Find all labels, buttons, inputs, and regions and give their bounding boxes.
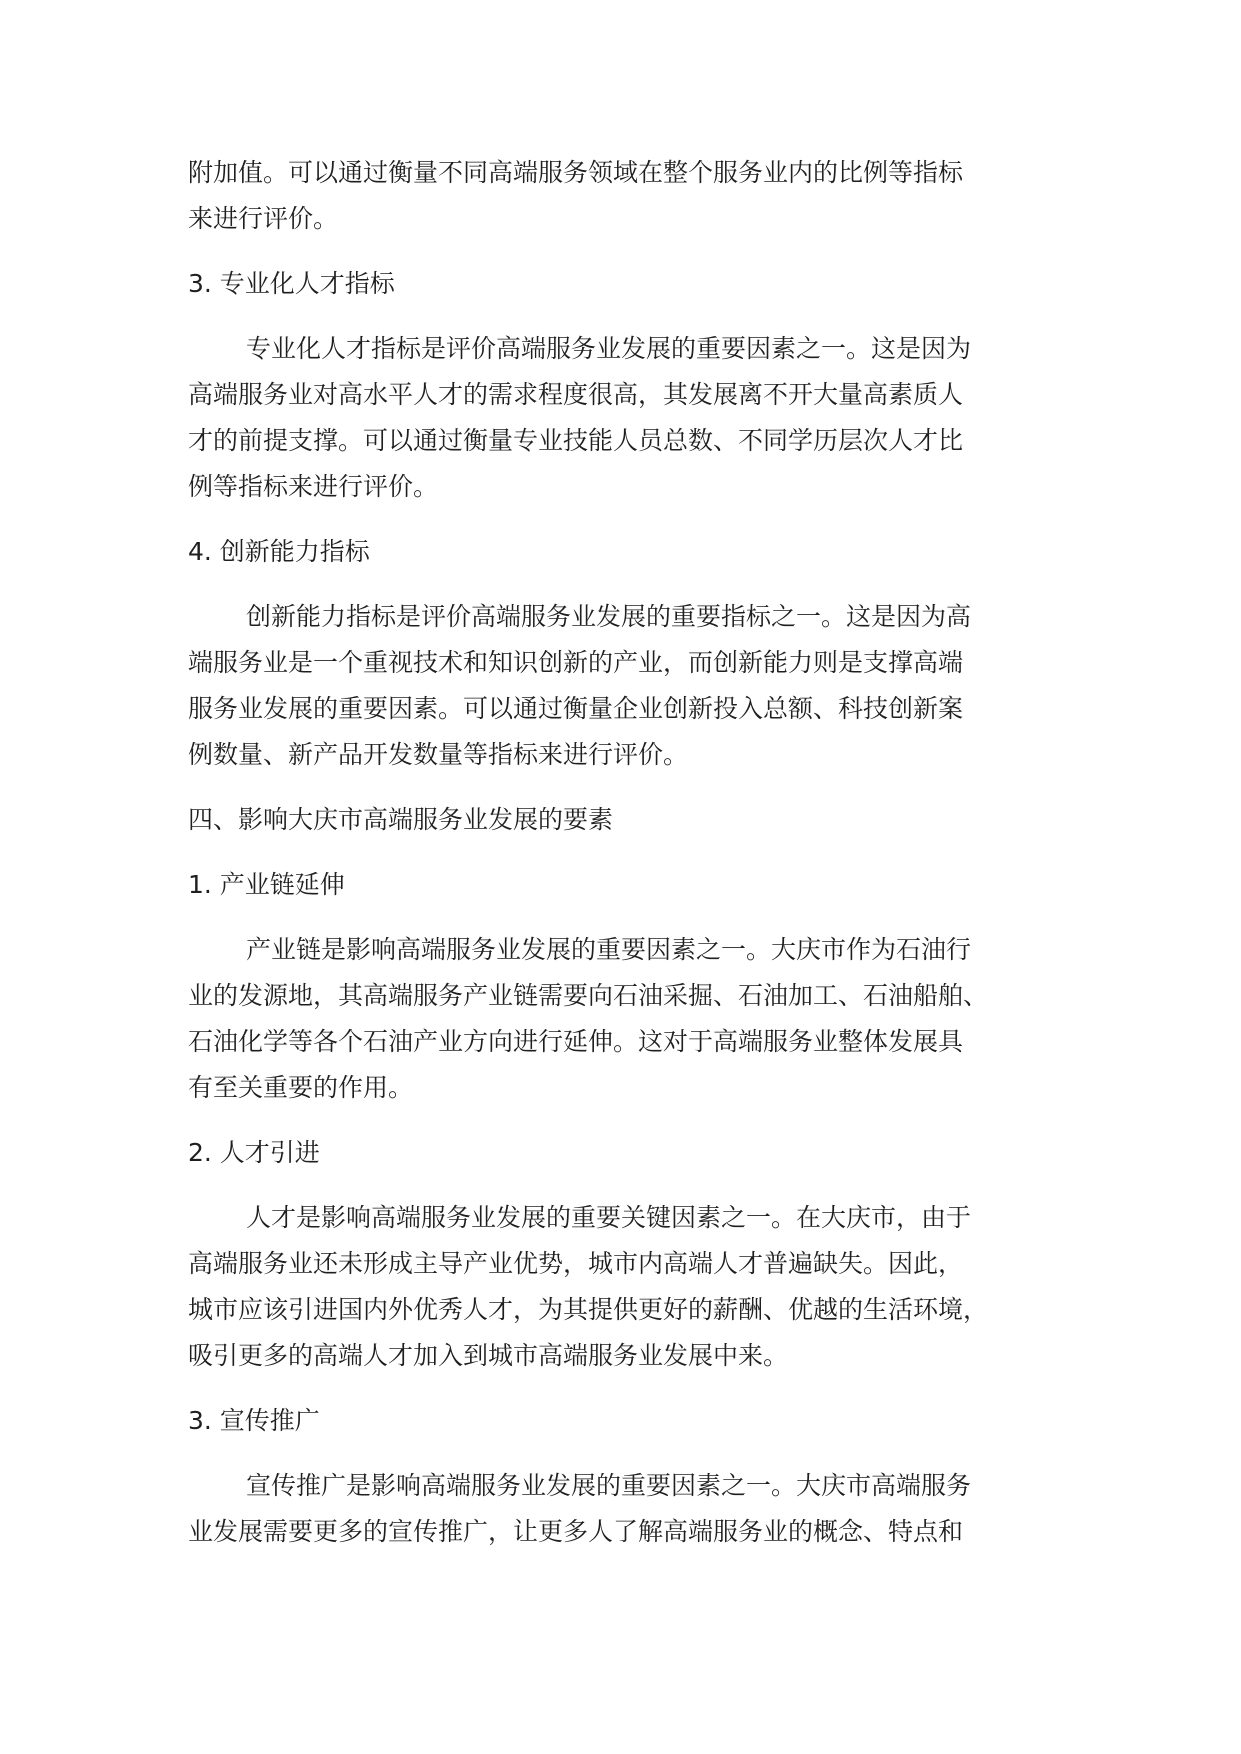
chapter-heading: 四、影响大庆市高端服务业发展的要素 xyxy=(188,805,614,834)
section-heading: 1. 产业链延伸 xyxy=(188,870,345,899)
paragraph-line: 例等指标来进行评价。 xyxy=(188,472,439,501)
paragraph-line: 附加值。可以通过衡量不同高端服务领域在整个服务业内的比例等指标 xyxy=(188,158,964,187)
paragraph xyxy=(188,1463,1068,1555)
paragraph-line: 宣传推广是影响高端服务业发展的重要因素之一。大庆市高端服务 xyxy=(246,1471,972,1500)
paragraph xyxy=(188,594,1068,778)
paragraph-line: 产业链是影响高端服务业发展的重要因素之一。大庆市作为石油行 xyxy=(246,935,972,964)
paragraph-line: 业发展需要更多的宣传推广，让更多人了解高端服务业的概念、特点和 xyxy=(188,1517,964,1546)
section-heading: 3. 专业化人才指标 xyxy=(188,269,395,298)
paragraph-line: 有至关重要的作用。 xyxy=(188,1073,414,1102)
paragraph-line: 高端服务业对高水平人才的需求程度很高，其发展离不开大量高素质人 xyxy=(188,380,964,409)
paragraph-line: 石油化学等各个石油产业方向进行延伸。这对于高端服务业整体发展具 xyxy=(188,1027,964,1056)
paragraph-line: 端服务业是一个重视技术和知识创新的产业，而创新能力则是支撑高端 xyxy=(188,648,964,677)
paragraph-line: 创新能力指标是评价高端服务业发展的重要指标之一。这是因为高 xyxy=(246,602,972,631)
section-heading: 3. 宣传推广 xyxy=(188,1406,320,1435)
paragraph-line: 专业化人才指标是评价高端服务业发展的重要因素之一。这是因为 xyxy=(246,334,972,363)
paragraph-line: 高端服务业还未形成主导产业优势，城市内高端人才普遍缺失。因此， xyxy=(188,1249,964,1278)
paragraph-line: 吸引更多的高端人才加入到城市高端服务业发展中来。 xyxy=(188,1341,789,1370)
paragraph-line: 服务业发展的重要因素。可以通过衡量企业创新投入总额、科技创新案 xyxy=(188,694,964,723)
paragraph-line: 城市应该引进国内外优秀人才，为其提供更好的薪酬、优越的生活环境， xyxy=(188,1295,989,1324)
paragraph-line: 人才是影响高端服务业发展的重要关键因素之一。在大庆市，由于 xyxy=(246,1203,972,1232)
section-heading: 2. 人才引进 xyxy=(188,1138,320,1167)
paragraph-line: 例数量、新产品开发数量等指标来进行评价。 xyxy=(188,740,689,769)
paragraph-line: 才的前提支撑。可以通过衡量专业技能人员总数、不同学历层次人才比 xyxy=(188,426,964,455)
paragraph xyxy=(188,927,1068,1111)
paragraph-continuation xyxy=(188,150,1068,242)
paragraph xyxy=(188,1195,1068,1379)
paragraph-line: 业的发源地，其高端服务产业链需要向石油采掘、石油加工、石油船舶、 xyxy=(188,981,989,1010)
section-heading: 4. 创新能力指标 xyxy=(188,537,370,566)
paragraph xyxy=(188,326,1068,510)
paragraph-line: 来进行评价。 xyxy=(188,204,339,233)
document-body xyxy=(188,150,1068,1555)
